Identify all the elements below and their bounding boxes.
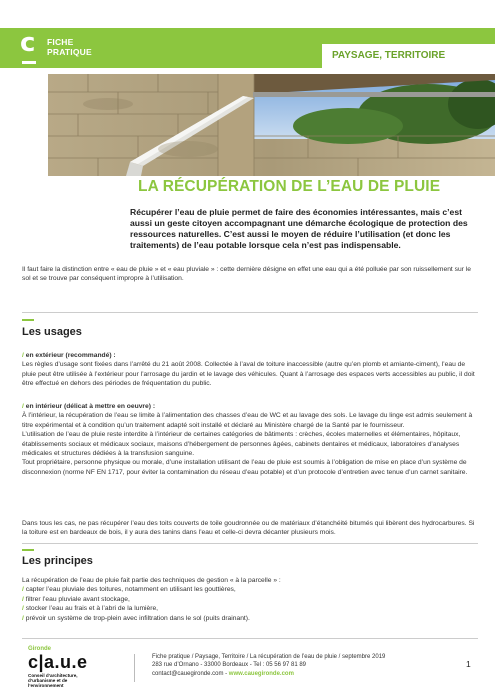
page-number: 1 <box>466 659 471 669</box>
interieur-text-1: À l’intérieur, la récupération de l’eau se limite à l’alimentation des chasses d’eau de WC et au lavage des sols. Le lavage du linge est admis seulement à titre expérimental et à condition qu’un traitement adapté soit installé et déclaré au Ministère chargé de la Santé par le fournisseur. <box>22 412 473 429</box>
footer-line2: 283 rue d’Ornano - 33000 Bordeaux - Tel : 05 56 97 81 89 <box>152 662 306 669</box>
usage-exterieur <box>22 351 480 389</box>
exterieur-label: en extérieur (recommandé) : <box>25 352 116 359</box>
bullet-slash: / <box>22 595 26 603</box>
bullet-slash: / <box>22 605 26 613</box>
principes-lead: La récupération de l’eau de pluie fait partie des techniques de gestion « à la parcelle » : <box>22 577 281 584</box>
principe-item <box>22 595 480 604</box>
intro-paragraph: Récupérer l’eau de pluie permet de faire des économies intéressantes, mais c’est aussi un geste citoyen accompagnant une démarche écologique de protection des ressources naturelles. C’est aussi le moyen de réduire l’utilisation (et donc les traitements) de l’eau potable lorsque cela n’est pas indispensable. <box>130 207 468 250</box>
fiche-logo-glyph: c <box>20 28 36 58</box>
principe-item-text: filtrer l’eau pluviale avant stockage, <box>25 595 130 603</box>
category-tab <box>322 44 495 68</box>
principe-item <box>22 604 480 613</box>
stone-wall-gutter-photo <box>48 74 495 176</box>
header-photo <box>48 74 495 176</box>
bullet-slash: / <box>22 403 26 410</box>
interieur-text-2: L’utilisation de l’eau de pluie reste interdite à l’intérieur de certaines catégories de bâtiments : crèches, écoles maternelles et élémentaires, hôpitaux, établissements sociaux et médicaux sociaux, maisons d’hébergement de personnes âgées, cabinets dentaires et médicaux, laboratoires d’analyses médicales et structures dédiées à la transfusion sanguine. <box>22 431 461 458</box>
distinction-paragraph: Il faut faire la distinction entre « eau de pluie » et « eau pluviale » : cette dernière désigne en effet une eau qui a été polluée par son ruissellement sur le sol et se trouve par conséquent impropre à l’utilisation. <box>22 266 471 283</box>
fiche-label-line2: PRATIQUE <box>47 47 92 57</box>
caue-logo: c|a.u.e <box>28 652 88 672</box>
principe-item <box>22 585 480 594</box>
bullet-slash: / <box>22 614 26 622</box>
caue-logo-gironde: Gironde <box>28 646 52 652</box>
principe-item-text: capter l’eau pluviale des toitures, notamment en utilisant les gouttières, <box>25 586 236 594</box>
footer-separator <box>134 654 135 682</box>
footer-info <box>152 653 385 678</box>
section-divider <box>22 543 478 544</box>
toits-paragraph: Dans tous les cas, ne pas récupérer l’eau des toits couverts de toile goudronnée ou de matériaux d’étanchéité bitumés qui libèrent des hydrocarbures. Si la toiture est en bardeaux de bois, il y aura des tanins dans l’eau et celle-ci devra décanter plusieurs mois. <box>22 520 475 537</box>
fiche-logo-icon <box>18 28 42 68</box>
usages-heading: Les usages <box>22 326 82 338</box>
fiche-label-line1: FICHE <box>47 37 74 47</box>
footer-email[interactable]: contact@cauegironde.com - <box>152 670 229 677</box>
caue-logo-subtitle: Conseil d’architecture, d’urbanisme et de l’environnement <box>28 673 78 689</box>
section-accent-bar <box>22 549 34 551</box>
section-accent-bar <box>22 319 34 321</box>
page-header <box>0 0 495 74</box>
page-title: LA RÉCUPÉRATION DE L’EAU DE PLUIE <box>138 178 441 195</box>
category-label: PAYSAGE, TERRITOIRE <box>332 50 446 61</box>
principe-item-text: prévoir un système de trop-plein avec infiltration dans le sol (puits drainant). <box>25 614 250 622</box>
principe-item-text: stocker l’eau au frais et à l’abri de la lumière, <box>25 605 159 613</box>
footer-website-link[interactable]: www.cauegironde.com <box>228 670 294 677</box>
interieur-label: en intérieur (délicat à mettre en oeuvre) : <box>25 403 156 410</box>
footer-line3 <box>152 670 385 678</box>
fiche-pratique-label <box>47 37 92 57</box>
interieur-text-3: Tout propriétaire, personne physique ou morale, d’une installation utilisant de l’eau de pluie est soumis à l’obligation de mise en place d’un système de disconnexion (norme NF EN 1717, pour éviter la contamination du réseau d’eau potable) et d’un protocole d’entretien avec tenue d’un carnet sanitaire. <box>22 459 468 476</box>
section-divider <box>22 312 478 313</box>
principe-item <box>22 614 480 623</box>
principes-heading: Les principes <box>22 555 93 567</box>
footer-line1: Fiche pratique / Paysage, Territoire / La récupération de l’eau de pluie / septembre 2019 <box>152 654 386 660</box>
footer-divider <box>22 638 478 639</box>
exterieur-text: Les règles d’usage sont fixées dans l’arrêté du 21 août 2008. Collectée à l’aval de toiture inaccessible (autre qu’en plomb et amiante-ciment), l’eau de pluie peut être utilisée à l’extérieur pour l’arrosage du jardin et le lavage des véhicules. Quant à l’arrosage des espaces verts accessibles au public, il doit être effectué en dehors des périodes de fréquentation du public. <box>22 361 475 388</box>
usage-interieur <box>22 402 480 477</box>
principes-list <box>22 576 480 623</box>
bullet-slash: / <box>22 352 26 359</box>
fiche-logo-bar <box>22 61 36 64</box>
bullet-slash: / <box>22 586 26 594</box>
